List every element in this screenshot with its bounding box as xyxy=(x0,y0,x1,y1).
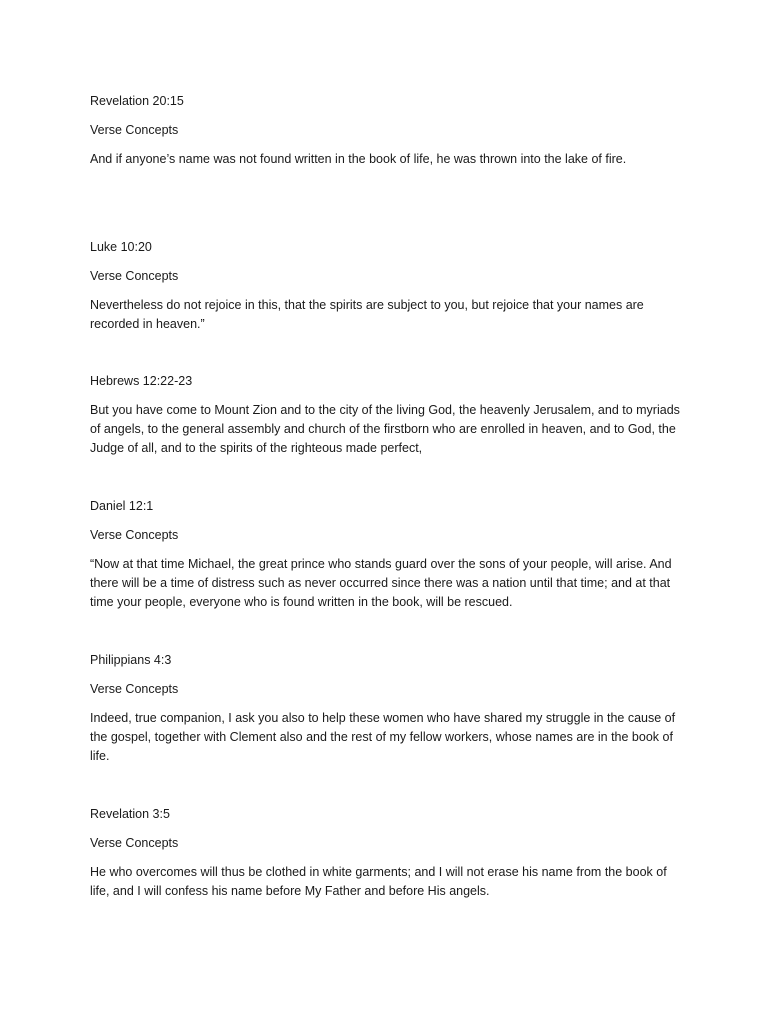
verse-concepts-label: Verse Concepts xyxy=(90,528,179,542)
verse-reference: Revelation 20:15 xyxy=(90,94,184,108)
verse-text: But you have come to Mount Zion and to the city of the living God, the heavenly Jerusalem, and to myriads of angels, to the general assembly and church of the firstborn who are enrolled in heaven, and to God, the Judge of all, and to the spirits of the righteous made perfect, xyxy=(90,403,680,455)
verse-entry xyxy=(90,497,680,612)
verse-entry xyxy=(90,651,680,766)
verse-reference: Hebrews 12:22-23 xyxy=(90,374,193,388)
verse-entry xyxy=(90,238,680,334)
verse-entry xyxy=(90,805,680,901)
verse-text: Indeed, true companion, I ask you also to help these women who have shared my struggle in the cause of the gospel, together with Clement also and the rest of my fellow workers, whose names are in the book of life. xyxy=(90,711,676,763)
verse-text: And if anyone’s name was not found written in the book of life, he was thrown into the lake of fire. xyxy=(90,152,627,166)
verse-concepts-label: Verse Concepts xyxy=(90,682,179,696)
verse-reference: Philippians 4:3 xyxy=(90,653,172,667)
verse-text: Nevertheless do not rejoice in this, that the spirits are subject to you, but rejoice that your names are recorded in heaven.” xyxy=(90,298,644,331)
verse-text: “Now at that time Michael, the great prince who stands guard over the sons of your people, will arise. And there will be a time of distress such as never occurred since there was a nation until that time; and at that time your people, everyone who is found written in the book, will be rescued. xyxy=(90,557,672,609)
verse-entry xyxy=(90,372,680,458)
verse-text: He who overcomes will thus be clothed in white garments; and I will not erase his name from the book of life, and I will confess his name before My Father and before His angels. xyxy=(90,865,667,898)
verse-reference: Luke 10:20 xyxy=(90,240,152,254)
verse-reference: Revelation 3:5 xyxy=(90,807,170,821)
verse-reference: Daniel 12:1 xyxy=(90,499,154,513)
verse-concepts-label: Verse Concepts xyxy=(90,269,179,283)
verse-concepts-label: Verse Concepts xyxy=(90,836,179,850)
verse-concepts-label: Verse Concepts xyxy=(90,123,179,137)
verse-entry xyxy=(90,92,680,169)
